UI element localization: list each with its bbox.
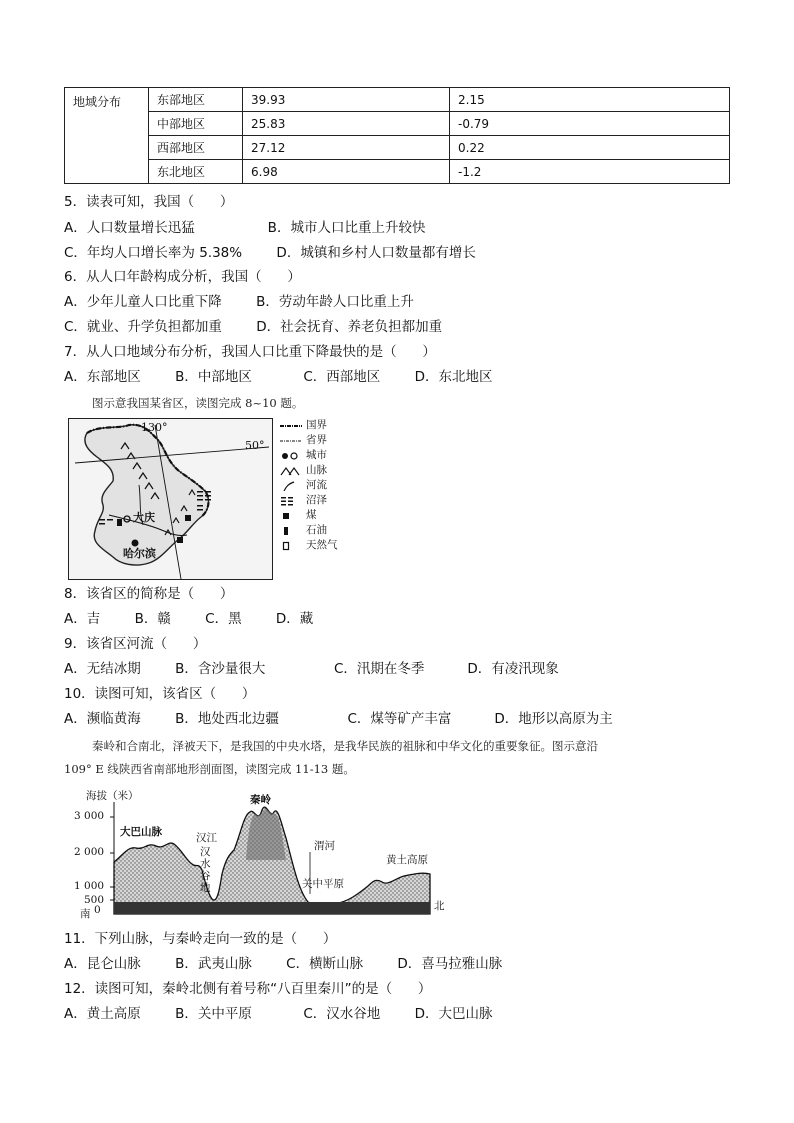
- oil-symbol: [117, 519, 122, 526]
- question-9-options: A．无结冰期 B．含沙量很大 C．汛期在冬季 D．有凌汛现象: [64, 661, 559, 677]
- question-8: 8．该省区的简称是（ ）: [64, 586, 234, 602]
- natural-gas-icon: [280, 541, 302, 551]
- question-11: 11．下列山脉，与秦岭走向一致的是（ ）: [64, 931, 337, 947]
- question-5-options-ab: A．人口数量增长迅猛 B．城市人口比重上升较快: [64, 220, 426, 236]
- question-6-options-ab: A．少年儿童人口比重下降 B．劳动年龄人口比重上升: [64, 294, 414, 310]
- group-label-cell: 地域分布: [65, 88, 149, 184]
- hanshui-label-1: 汉: [200, 846, 211, 858]
- national-border-icon: [280, 421, 302, 431]
- province-map-drawing: [69, 419, 274, 581]
- value2-cell: 2.15: [450, 88, 730, 112]
- coal-icon: [280, 511, 302, 521]
- south-label: 南: [80, 908, 91, 920]
- value1-cell: 27.12: [243, 136, 450, 160]
- profile-y-label: 海拔（米）: [86, 790, 139, 802]
- region-cell: 中部地区: [149, 112, 243, 136]
- mountain-icon: [280, 466, 302, 476]
- value1-cell: 6.98: [243, 160, 450, 184]
- profile-intro-line-1: 秦岭和合南北，泽被天下，是我国的中央水塔，是我华民族的祖脉和中华文化的重要象征。图示意沿: [92, 739, 598, 753]
- province-outline: [85, 425, 209, 565]
- province-map-figure: [68, 418, 348, 582]
- value2-cell: 0.22: [450, 136, 730, 160]
- legend-item-river: 河流: [280, 478, 350, 493]
- value1-cell: 39.93: [243, 88, 450, 112]
- latitude-label: 50°: [245, 439, 265, 452]
- question-7-options: A．东部地区 B．中部地区 C．西部地区 D．东北地区: [64, 369, 493, 385]
- marsh-icon: [280, 496, 302, 506]
- region-cell: 东部地区: [149, 88, 243, 112]
- map-frame: [68, 418, 273, 580]
- oil-icon: [280, 526, 302, 536]
- legend-item-natural-gas: 天然气: [280, 538, 350, 553]
- question-7: 7．从人口地域分布分析，我国人口比重下降最快的是（ ）: [64, 344, 436, 360]
- provincial-border-icon: [280, 436, 302, 446]
- table-row: [65, 160, 730, 184]
- north-label: 北: [434, 900, 445, 912]
- y-label-2000: 2 000: [74, 846, 105, 858]
- y-label-1000: 1 000: [74, 880, 105, 892]
- question-6: 6．从人口年龄构成分析，我国（ ）: [64, 269, 301, 285]
- question-10-options: A．濒临黄海 B．地处西北边疆 C．煤等矿产丰富 D．地形以高原为主: [64, 711, 613, 727]
- dabashan-label: 大巴山脉: [120, 826, 162, 838]
- legend-item-national-border: 国界: [280, 418, 350, 433]
- legend-item-marsh: 沼泽: [280, 493, 350, 508]
- question-9: 9．该省区河流（ ）: [64, 636, 207, 652]
- coal-symbol: [177, 537, 183, 543]
- hanshui-label-2: 水: [200, 858, 211, 870]
- legend-item-mountain: 山脉: [280, 463, 350, 478]
- question-11-options: A．昆仑山脉 B．武夷山脉 C．横断山脉 D．喜马拉雅山脉: [64, 956, 503, 972]
- coal-symbol: [185, 515, 191, 521]
- table-row: [65, 112, 730, 136]
- huangtu-label: 黄土高原: [386, 854, 428, 866]
- longitude-label: 130°: [141, 421, 168, 434]
- legend-item-oil: 石油: [280, 523, 350, 538]
- question-5: 5．读表可知，我国（ ）: [64, 194, 234, 210]
- y-label-3000: 3 000: [74, 810, 105, 822]
- value2-cell: -1.2: [450, 160, 730, 184]
- question-10: 10．读图可知，该省区（ ）: [64, 686, 256, 702]
- region-cell: 西部地区: [149, 136, 243, 160]
- legend-item-coal: 煤: [280, 508, 350, 523]
- qinling-label: 秦岭: [250, 794, 271, 806]
- hanshui-label-3: 谷: [200, 870, 211, 882]
- value2-cell: -0.79: [450, 112, 730, 136]
- city-harbin-label: 哈尔滨: [123, 547, 156, 560]
- river-icon: [280, 481, 302, 491]
- question-8-options: A．吉 B．赣 C．黑 D．藏: [64, 611, 314, 627]
- question-6-options-cd: C．就业、升学负担都加重 D．社会抚育、养老负担都加重: [64, 319, 443, 335]
- map-intro: 图示意我国某省区，读图完成 8~10 题。: [92, 396, 304, 410]
- region-cell: 东北地区: [149, 160, 243, 184]
- y-label-0: 0: [94, 904, 101, 916]
- population-region-table: [64, 87, 730, 184]
- legend-item-city: 城市: [280, 448, 350, 463]
- table-row: [65, 88, 730, 112]
- table-row: [65, 136, 730, 160]
- hanshui-label-4: 地: [200, 882, 211, 894]
- profile-base-strip: [114, 902, 430, 914]
- value1-cell: 25.83: [243, 112, 450, 136]
- question-12-options: A．黄土高原 B．关中平原 C．汉水谷地 D．大巴山脉: [64, 1006, 493, 1022]
- hanjiang-label: 汉江: [196, 832, 217, 844]
- y-label-500: 500: [84, 894, 105, 906]
- map-legend: [280, 418, 350, 553]
- city-icon: [280, 451, 302, 461]
- profile-intro-line-2: 109° E 线陕西省南部地形剖面图，读图完成 11-13 题。: [64, 762, 355, 776]
- terrain-profile-figure: [74, 790, 488, 920]
- weihe-label: 渭河: [314, 840, 335, 852]
- legend-item-provincial-border: 省界: [280, 433, 350, 448]
- city-daqing-label: 大庆: [133, 511, 155, 524]
- guanzhong-label: 关中平原: [302, 878, 344, 890]
- question-5-options-cd: C．年均人口增长率为 5.38% D．城镇和乡村人口数量都有增长: [64, 245, 476, 261]
- question-12: 12．读图可知，秦岭北侧有着号称“八百里秦川”的是（ ）: [64, 981, 432, 997]
